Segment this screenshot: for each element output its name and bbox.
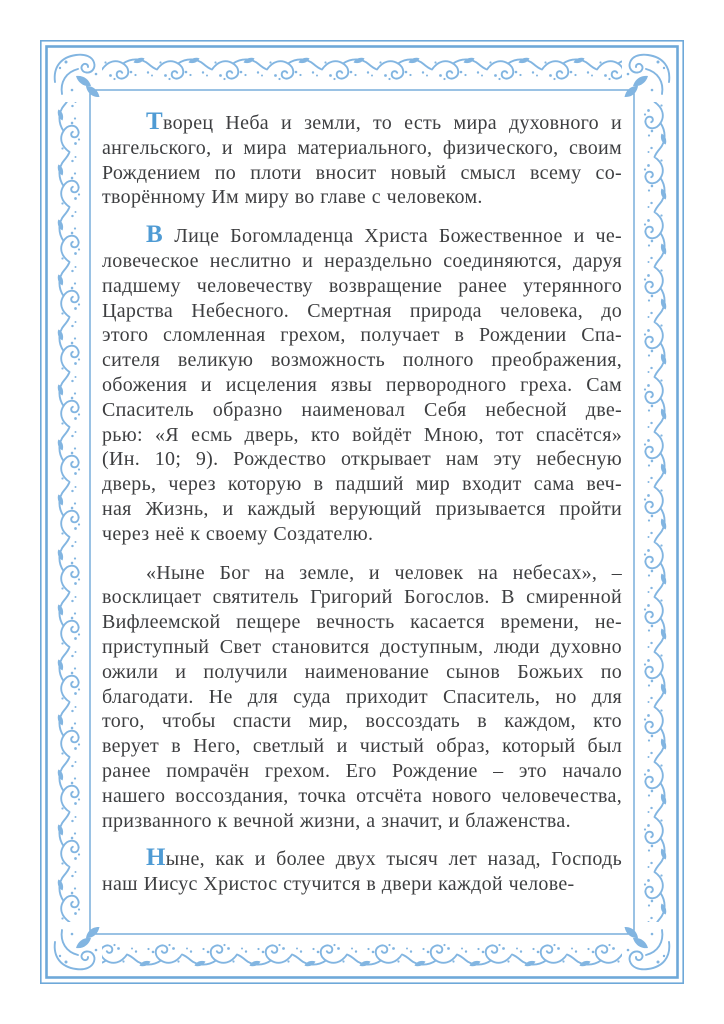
corner-ornament-bottom-right (625, 927, 670, 969)
drop-cap-initial: Н (146, 844, 166, 872)
text-line: дверь, через которую в падший мир входит сама веч- (102, 473, 622, 496)
text-line: падшему человечеству возвращение ранее утерянного (102, 274, 622, 297)
paragraph (102, 108, 622, 210)
text-line: Вифлеемской пещере вечность касается времени, не- (102, 611, 622, 634)
text-line: Спаситель образно наименовал Себя небесной две- (102, 398, 622, 421)
drop-cap-initial: В (146, 221, 163, 249)
corner-ornament-top-right (625, 55, 670, 97)
paragraph (102, 561, 622, 834)
text-line: наш Иисус Христос стучится в двери каждой челове- (102, 873, 575, 896)
text-line: призванного к вечной жизни, а значит, и блаженства. (102, 809, 571, 832)
text-line: этого сломленная грехом, получает в Рождении Спа- (102, 324, 622, 347)
line-text: ворец Неба и земли, то есть мира духовного и (162, 112, 622, 134)
border-band-right (642, 102, 668, 922)
text-line: ная Жизнь, и каждый верующий призывается пройти (102, 497, 622, 520)
text-line: ловеческое неслитно и нераздельно соединяются, даруя (102, 249, 622, 272)
line-text: Лице Богомладенца Христа Божественное и че- (174, 225, 622, 248)
text-line: «Ныне Бог на земле, и человек на небесах», – (146, 561, 622, 584)
border-band-bottom (102, 942, 622, 968)
text-line (102, 108, 622, 136)
drop-cap-initial: Т (146, 108, 163, 135)
corner-ornament-top-left (55, 55, 100, 97)
text-line (102, 221, 622, 249)
text-line: ангельского, и мира материального, физического, своим (102, 136, 622, 159)
text-line: через неё к своему Создателю. (102, 522, 374, 545)
text-line: ранее помрачён грехом. Его Рождение – это начало (102, 759, 622, 782)
text-line: приступный Свет становится доступным, люди духовно (102, 635, 622, 658)
text-line: творённому Им миру во главе с человеком. (102, 186, 483, 209)
text-line: верует в Него, светлый и чистый образ, который был (102, 735, 622, 758)
text-line: ожили и получили наименование сынов Божьих по (102, 660, 622, 683)
line-text: ыне, как и более двух тысяч лет назад, Господь (165, 848, 622, 871)
page-text (102, 108, 622, 897)
text-line: (Ин. 10; 9). Рождество открывает нам эту небесную (102, 448, 622, 471)
text-line: обожения и исцеления язвы первородного греха. Сам (102, 373, 622, 396)
corner-ornament-bottom-left (55, 927, 100, 969)
text-line: благодати. Не для суда приходит Спаситель, но для (102, 685, 622, 708)
text-line: сителя великую возможность полного преображения, (102, 349, 622, 372)
text-line: нашего воссоздания, точка отсчёта нового человечества, (102, 784, 622, 807)
border-band-left (56, 102, 82, 922)
text-line (102, 844, 622, 872)
text-line: рью: «Я есмь дверь, кто войдёт Мною, тот спасётся» (102, 423, 622, 446)
border-band-top (102, 56, 622, 82)
text-line: Царства Небесного. Смертная природа человека, до (102, 299, 622, 322)
paragraph (102, 221, 622, 546)
text-line: Рождением по плоти вносит новый смысл всему со- (102, 161, 622, 184)
text-line: восклицает святитель Григорий Богослов. В смиренной (102, 586, 622, 609)
text-line: того, чтобы спасти мир, воссоздать в каждом, кто (102, 710, 622, 733)
paragraph (102, 844, 622, 897)
